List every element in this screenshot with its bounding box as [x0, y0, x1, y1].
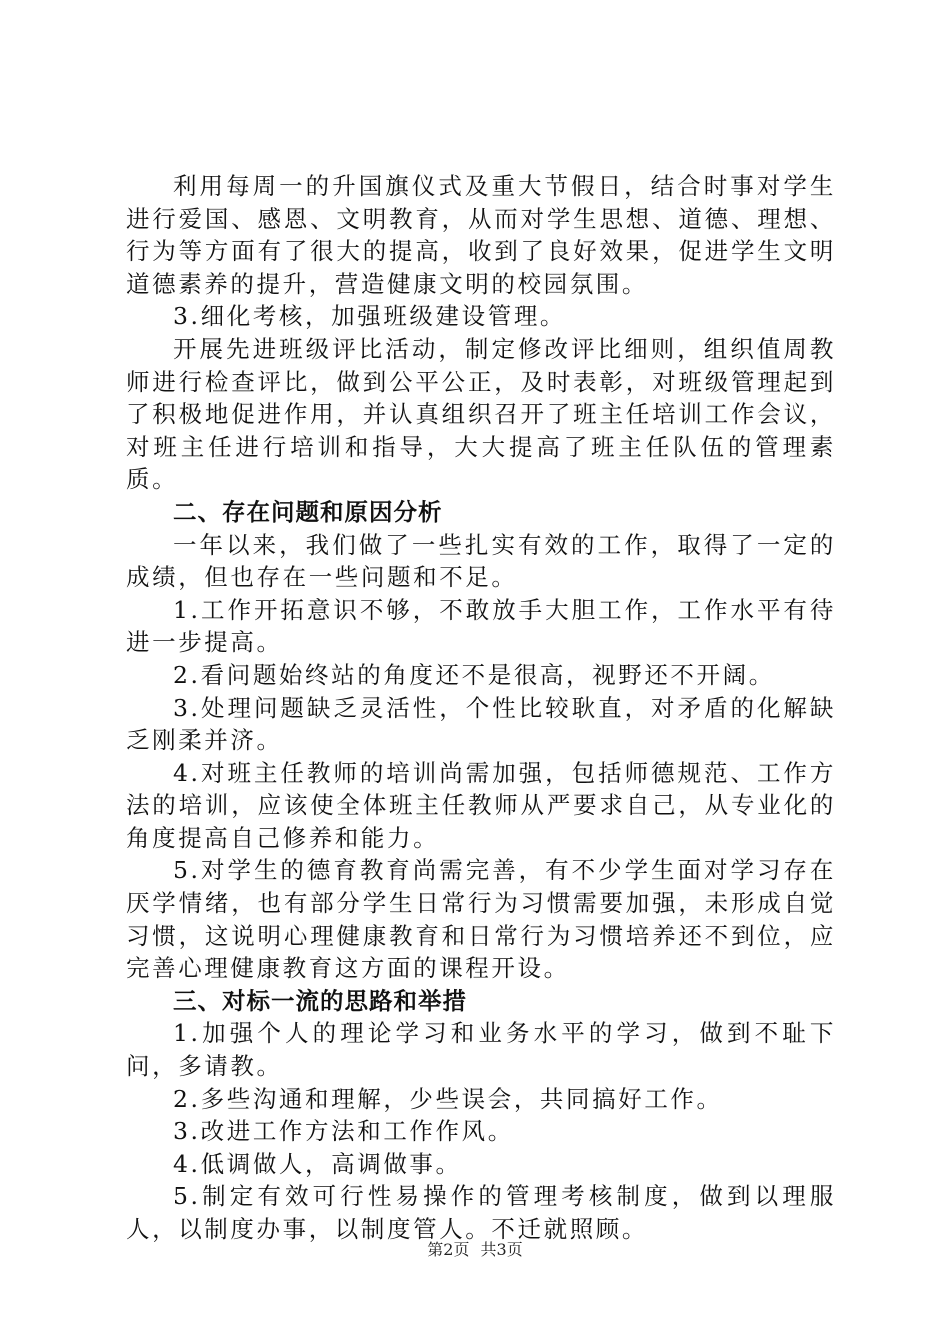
paragraph: 5.对学生的德育教育尚需完善，有不少学生面对学习存在厌学情绪，也有部分学生日常行为习惯需要加强，未形成自觉习惯，这说明心理健康教育和日常行为习惯培养还不到位，应完善心理健康教育这方面的课程开设。 — [126, 856, 836, 983]
paragraph: 1.工作开拓意识不够，不敢放手大胆工作，工作水平有待进一步提高。 — [126, 595, 836, 657]
paragraph: 4.低调做人，高调做事。 — [173, 1149, 462, 1178]
section-heading: 二、存在问题和原因分析 — [173, 497, 443, 526]
paragraph: 3.细化考核，加强班级建设管理。 — [173, 302, 567, 331]
paragraph: 4.对班主任教师的培训尚需加强，包括师德规范、工作方法的培训，应该使全体班主任教师从严要求自己，从专业化的角度提高自己修养和能力。 — [126, 758, 836, 852]
paragraph: 1.加强个人的理论学习和业务水平的学习，做到不耻下问，多请教。 — [126, 1019, 836, 1081]
paragraph: 开展先进班级评比活动，制定修改评比细则，组织值周教师进行检查评比，做到公平公正，及时表彰，对班级管理起到了积极地促进作用，并认真组织召开了班主任培训工作会议，对班主任进行培训和指导，大大提高了班主任队伍的管理素质。 — [126, 334, 836, 494]
paragraph: 利用每周一的升国旗仪式及重大节假日，结合时事对学生进行爱国、感恩、文明教育，从而对学生思想、道德、理想、行为等方面有了很大的提高，收到了良好效果，促进学生文明道德素养的提升，营造健康文明的校园氛围。 — [126, 172, 836, 298]
paragraph: 3.处理问题缺乏灵活性，个性比较耿直，对矛盾的化解缺乏刚柔并济。 — [126, 693, 836, 755]
paragraph: 2.多些沟通和理解，少些误会，共同搞好工作。 — [173, 1084, 723, 1113]
page-total: 共3页 — [480, 1240, 523, 1259]
page-footer — [0, 1240, 950, 1260]
paragraph: 2.看问题始终站的角度还不是很高，视野还不开阔。 — [173, 660, 775, 689]
section-heading: 三、对标一流的思路和举措 — [173, 986, 467, 1015]
paragraph: 5.制定有效可行性易操作的管理考核制度，做到以理服人，以制度办事，以制度管人。不迁就照顾。 — [126, 1182, 836, 1243]
paragraph: 一年以来，我们做了一些扎实有效的工作，取得了一定的成绩，但也存在一些问题和不足。 — [126, 530, 836, 592]
page-number: 第2页 — [427, 1240, 470, 1259]
paragraph: 3.改进工作方法和工作作风。 — [173, 1117, 514, 1146]
document-body — [126, 170, 836, 1246]
